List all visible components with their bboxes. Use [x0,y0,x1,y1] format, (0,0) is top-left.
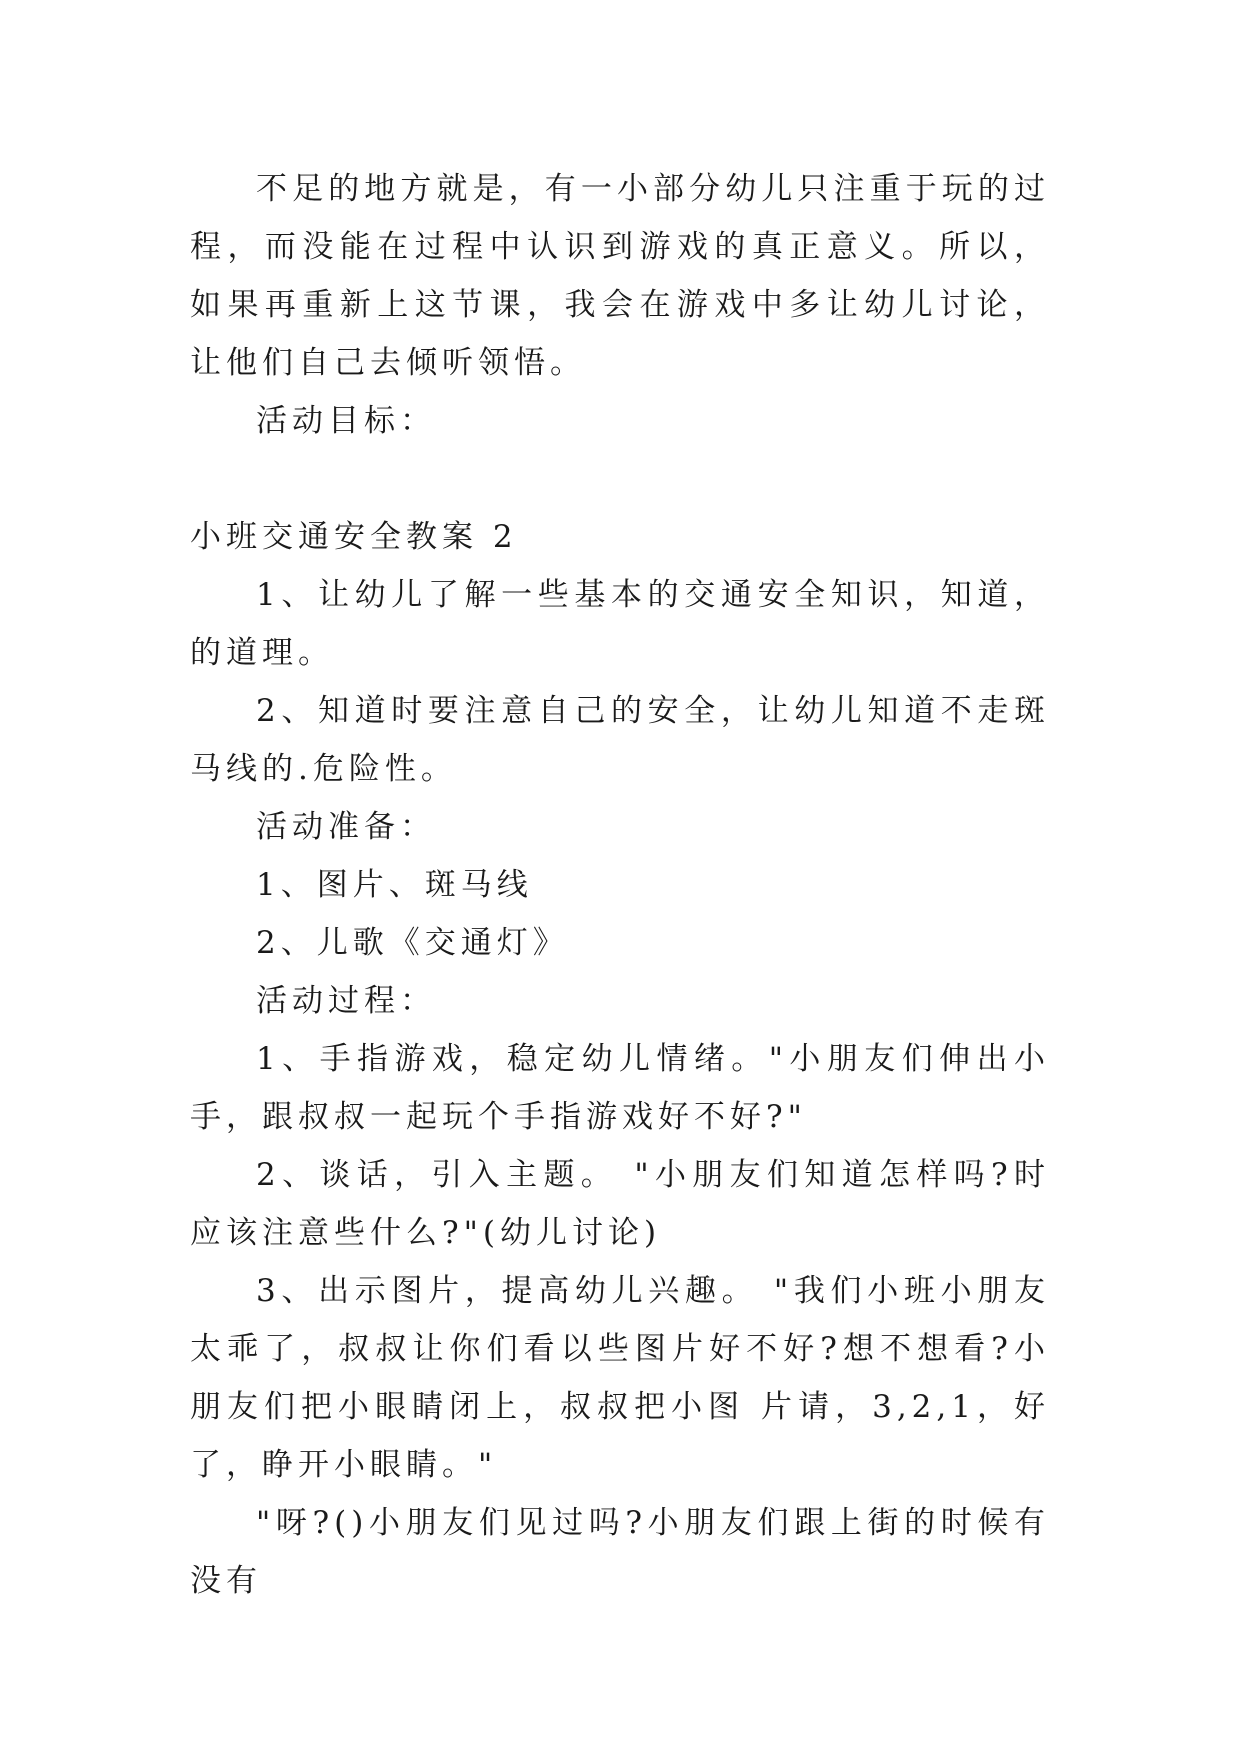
paragraph-preparation-label: 活动准备： [256,809,436,845]
paragraph-process-3: 3、出示图片，提高幼儿兴趣。 "我们小班小朋友太乖了，叔叔让你们看以些图片好不好?想不想看?小朋友们把小眼睛闭上，叔叔把小图 片请，3,2,1，好了，睁开小眼睛。" [190,1273,1050,1483]
blank-line [190,450,1050,508]
paragraph-process-2: 2、谈话，引入主题。 "小朋友们知道怎样吗?时应该注意些什么?"(幼儿讨论) [190,1157,1050,1251]
paragraph-preparation-2: 2、儿歌《交通灯》 [256,925,569,961]
paragraph-reflection: 不足的地方就是，有一小部分幼儿只注重于玩的过程，而没能在过程中认识到游戏的真正意义。所以，如果再重新上这节课，我会在游戏中多让幼儿讨论，让他们自己去倾听领悟。 [190,171,1050,381]
section-title: 小班交通安全教案 2 [190,519,518,555]
paragraph-process-label: 活动过程： [256,983,436,1019]
paragraph-activity-goal-label: 活动目标： [256,403,436,439]
paragraph-preparation-1: 1、图片、斑马线 [256,867,533,903]
document-body [190,160,1050,1610]
paragraph-goal-1: 1、让幼儿了解一些基本的交通安全知识，知道，的道理。 [190,577,1050,671]
paragraph-dialogue: "呀?()小朋友们见过吗?小朋友们跟上街的时候有没有 [190,1505,1050,1599]
paragraph-goal-2: 2、知道时要注意自己的安全，让幼儿知道不走斑马线的.危险性。 [190,693,1050,787]
paragraph-process-1: 1、手指游戏，稳定幼儿情绪。"小朋友们伸出小手，跟叔叔一起玩个手指游戏好不好?" [190,1041,1050,1135]
